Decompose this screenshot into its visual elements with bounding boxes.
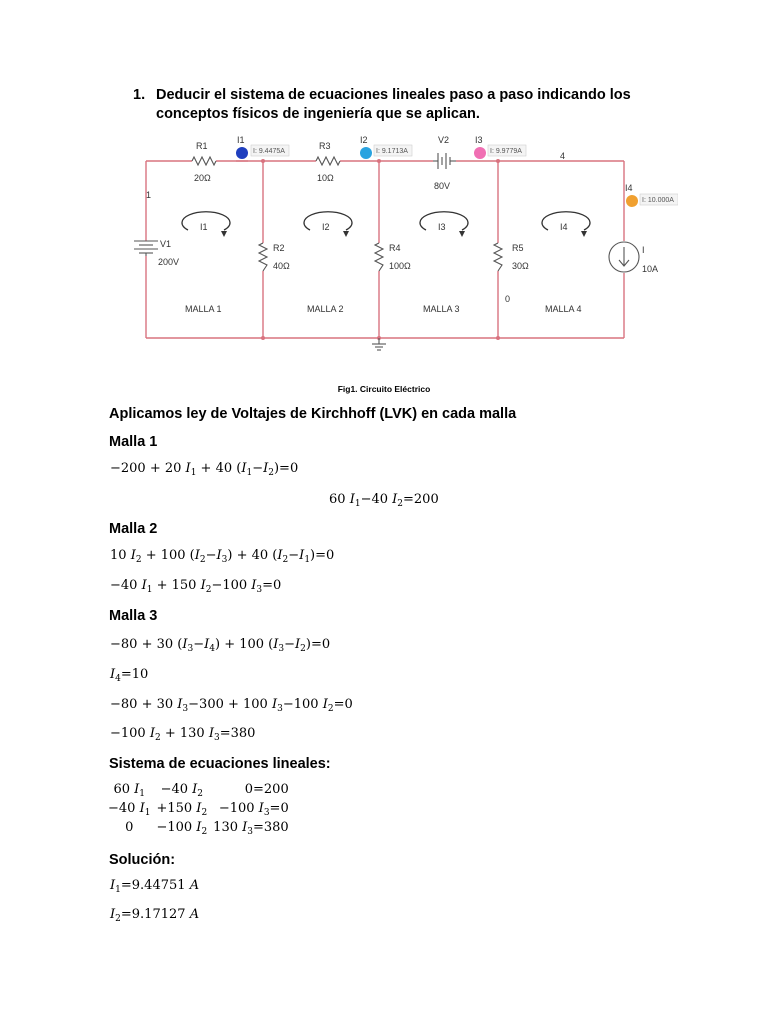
meter-i3-reading: I: 9.9779A — [490, 148, 522, 155]
solution-i2-value: 9.17127 — [131, 907, 186, 922]
v2-value: 80V — [434, 181, 451, 191]
figure-caption: Fig1. Circuito Eléctrico — [337, 384, 431, 394]
node-4-label: 4 — [560, 151, 566, 161]
solution-i2-unit: A — [189, 907, 200, 922]
system-row: −40 $I_1$ +150 $I_2$ −100 $I_3=0$ — [108, 801, 289, 818]
circuit-diagram — [130, 131, 678, 353]
node-1-label: 1 — [146, 190, 152, 200]
meter-i4-label: I4 — [625, 183, 633, 193]
meter-i3-label: I3 — [475, 135, 483, 145]
system-row: 60 $I_1$ −40 $I_2$ 0=200 — [113, 782, 289, 799]
malla-2-simplified: −40 $I_1 + 150$ $I_2-100$ $I_3=0$ — [110, 578, 282, 595]
solution-i1: $I_1=9.44751$ A — [110, 878, 200, 895]
solution-title: Solución: — [109, 852, 176, 868]
solution-i1-unit: A — [189, 878, 200, 893]
r1-value: 20Ω — [194, 173, 211, 183]
r2-value: 40Ω — [273, 261, 290, 271]
mesh-name-3: MALLA 3 — [423, 304, 460, 314]
malla-1-simplified: 60 $I_1-40$ $I_2=200$ — [329, 492, 439, 509]
mesh-name-2: MALLA 2 — [307, 304, 344, 314]
malla-2-equation: 10 $I_2 + 100$ $(I_2-I_3) + 40$ $(I_2-I_1)=0$ — [110, 548, 335, 565]
i4-value-equation: $I_4=10$ — [110, 667, 149, 684]
current-source-value: 10A — [642, 264, 659, 274]
v1-label: V1 — [160, 239, 172, 249]
meter-i2-label: I2 — [360, 135, 368, 145]
mesh-current-i4: I4 — [560, 222, 568, 232]
equation-system — [108, 780, 295, 837]
meter-i4-reading: I: 10.000A — [642, 197, 674, 204]
r5-label: R5 — [512, 243, 524, 253]
r4-label: R4 — [389, 243, 401, 253]
meter-i1-label: I1 — [237, 135, 245, 145]
r3-value: 10Ω — [317, 173, 334, 183]
r4-value: 100Ω — [389, 261, 411, 271]
malla-3-simplified: −100 $I_2 + 130$ $I_3=380$ — [110, 726, 256, 743]
r1-label: R1 — [196, 141, 208, 151]
mesh-current-i2: I2 — [322, 222, 330, 232]
mesh-name-4: MALLA 4 — [545, 304, 582, 314]
lvk-title: Aplicamos ley de Voltajes de Kirchhoff (LVK) en cada malla — [109, 406, 517, 422]
meter-i2-reading: I: 9.1713A — [376, 148, 408, 155]
malla-3-equation: −80 + 30 $(I_3-I_4) + 100$ $(I_3-I_2)=0$ — [110, 637, 331, 654]
mesh-current-i1: I1 — [200, 222, 208, 232]
r5-value: 30Ω — [512, 261, 529, 271]
v1-value: 200V — [158, 257, 180, 267]
meter-i1-reading: I: 9.4475A — [253, 148, 285, 155]
malla-1-title: Malla 1 — [109, 434, 158, 450]
v2-label: V2 — [438, 135, 450, 145]
r2-label: R2 — [273, 243, 285, 253]
question-number: 1. — [133, 87, 146, 103]
system-row: 0 −100 $I_2$ 130 $I_3=380$ — [125, 820, 289, 837]
current-source-label: I — [642, 245, 645, 255]
question-text: Deducir el sistema de ecuaciones lineales paso a paso indicando los conceptos físicos de ingeniería que se aplican. — [156, 87, 631, 122]
malla-1-equation: −200 + 20 $I_1 + 40$ $(I_1-I_2)=0$ — [110, 461, 299, 478]
node-0-label: 0 — [505, 294, 511, 304]
malla-3-title: Malla 3 — [109, 608, 158, 624]
malla-3-substituted: −80 + 30 $I_3-300 + 100$ $I_3-100$ $I_2=0$ — [110, 697, 353, 714]
mesh-name-1: MALLA 1 — [185, 304, 222, 314]
system-title: Sistema de ecuaciones lineales: — [109, 756, 331, 772]
malla-2-title: Malla 2 — [109, 521, 158, 537]
r3-label: R3 — [319, 141, 331, 151]
solution-i2: $I_2=9.17127$ A — [110, 907, 200, 924]
mesh-current-i3: I3 — [438, 222, 446, 232]
solution-i1-value: 9.44751 — [131, 878, 186, 893]
